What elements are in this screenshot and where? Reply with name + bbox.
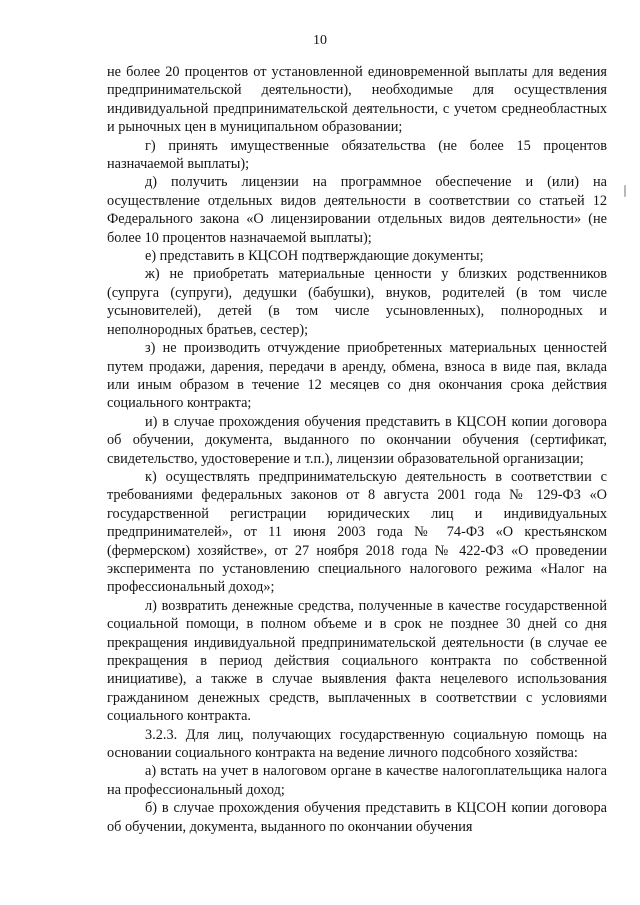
paragraph-item-d: д) получить лицензии на программное обеспечение и (или) на осуществление отдельных видов деятельности в соответствии со статьей 12 Федерального закона «О лицензировании отдельных видов деятельности» (не более 10 процентов назначаемой выплаты);	[107, 174, 607, 246]
paragraph-section-3-2-3: 3.2.3. Для лиц, получающих государственную социальную помощь на основании социального контракта на ведение личного подсобного хозяйства:	[107, 726, 607, 762]
paragraph-item-g: г) принять имущественные обязательства (не более 15 процентов назначаемой выплаты);	[107, 137, 607, 173]
paragraph-item-l: л) возвратить денежные средства, полученные в качестве государственной социальной помощи, в полном объеме и в срок не позднее 30 дней со дня прекращения индивидуальной предпринимательской деятельности (в случае ее прекращения в период действия социального контракта по собственной инициативе), а также в случае выявления факта нецелевого использования гражданином денежных средств, выплаченных в соответствии с условиями социального контракта.	[107, 597, 607, 725]
document-body	[107, 63, 607, 836]
scan-artifact-mark	[624, 185, 626, 197]
paragraph-item-z: з) не производить отчуждение приобретенных материальных ценностей путем продажи, дарения, передачи в аренду, обмена, взноса в виде пая, вклада или иным образом в течение 12 месяцев со дня окончания срока действия социального контракта;	[107, 340, 607, 412]
page-number: 10	[313, 33, 327, 48]
paragraph-item-b: б) в случае прохождения обучения представить в КЦСОН копии договора об обучении, документа, выданного по окончании обучения	[107, 800, 607, 835]
paragraph-item-zh: ж) не приобретать материальные ценности у близких родственников (супруга (супруги), дедушки (бабушки), внуков, родителей (в том числе усыновителей), детей (в том числе усыновленных), полнородных и неполнородных братьев, сестер);	[107, 266, 607, 338]
paragraph-item-i: и) в случае прохождения обучения представить в КЦСОН копии договора об обучении, документа, выданного по окончании обучения (сертификат, свидетельство, удостоверение и т.п.), лицензии образовательной организации;	[107, 413, 607, 467]
paragraph-continuation: не более 20 процентов от установленной единовременной выплаты для ведения предпринимательской деятельности), необходимые для осуществления индивидуальной предпринимательской деятельности, с учетом среднеобластных и рыночных цен в муниципальном образовании;	[107, 64, 607, 136]
paragraph-item-e: е) представить в КЦСОН подтверждающие документы;	[145, 248, 484, 265]
paragraph-item-k: к) осуществлять предпринимательскую деятельность в соответствии с требованиями федеральных законов от 8 августа 2001 года № 129-ФЗ «О государственной регистрации юридических лиц и индивидуальных предпринимателей», от 11 июня 2003 года № 74-ФЗ «О крестьянском (фермерском) хозяйстве», от 27 ноября 2018 года № 422-ФЗ «О проведении эксперимента по установлению специального налогового режима «Налог на профессиональный доход»;	[107, 468, 607, 596]
paragraph-item-a: а) встать на учет в налоговом органе в качестве налогоплательщика налога на профессиональный доход;	[107, 763, 607, 798]
